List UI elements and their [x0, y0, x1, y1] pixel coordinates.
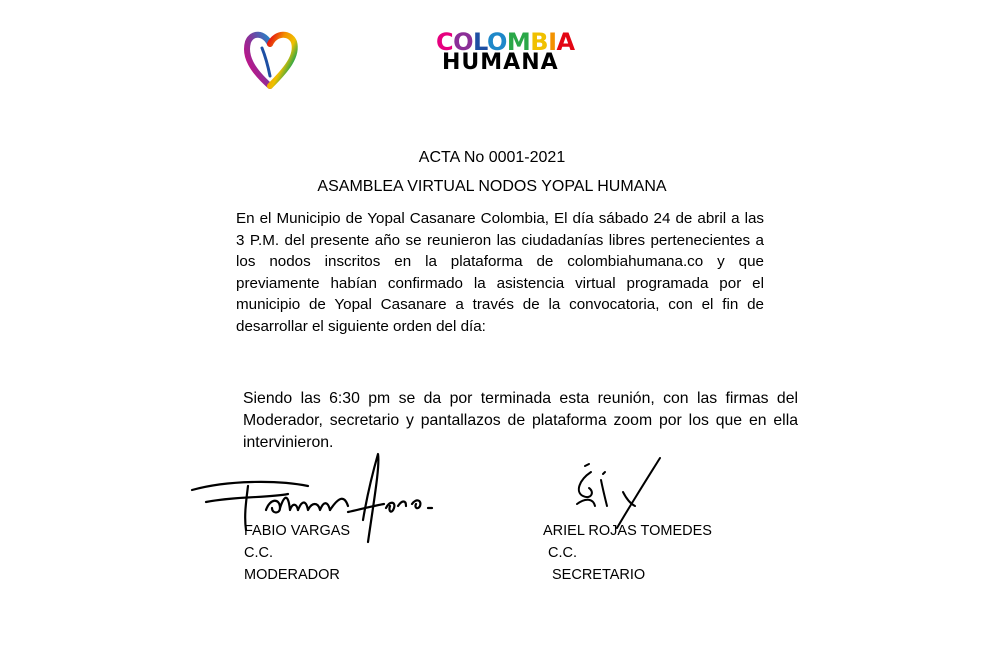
brand-letter: A [556, 28, 575, 56]
moderator-signature-block [244, 520, 350, 586]
secretary-id-label: C.C. [548, 545, 577, 561]
acta-number: ACTA No 0001-2021 [418, 149, 566, 166]
secretary-name: ARIEL ROJAS TOMEDES [543, 523, 712, 539]
intro-paragraph: En el Municipio de Yopal Casanare Colombia, El día sábado 24 de abril a las 3 P.M. del presente año se reunieron las ciudadanías libres pertenecientes a los nodos inscritos en la plataforma de colombiahumana.co y que previamente habían confirmado la asistencia virtual programada por el municipio de Yopal Casanare a través de la convocatoria, con el fin de desarrollar el siguiente orden del día: [236, 210, 764, 335]
brand-letter: O [486, 28, 507, 56]
heart-logo-icon [240, 26, 300, 92]
brand-letter: I [548, 28, 557, 56]
brand-letter: B [530, 28, 549, 56]
brand-line-humana: HUMANA [442, 50, 559, 75]
brand-letter: O [453, 28, 474, 56]
assembly-title: ASAMBLEA VIRTUAL NODOS YOPAL HUMANA [317, 178, 667, 195]
brand-letter: L [473, 28, 487, 56]
closing-paragraph: Siendo las 6:30 pm se da por terminada esta reunión, con las firmas del Moderador, secretario y pantallazos de plataforma zoom por los que en ella intervinieron. [243, 390, 798, 451]
brand-letter: M [506, 28, 531, 56]
moderator-name: FABIO VARGAS [244, 523, 351, 539]
moderator-id-label: C.C. [244, 545, 273, 561]
brand-letter: C [436, 28, 454, 56]
moderator-role: MODERADOR [244, 567, 340, 583]
secretary-signature-block [543, 520, 712, 586]
secretary-role: SECRETARIO [552, 567, 646, 583]
brand-wordmark [436, 30, 575, 74]
